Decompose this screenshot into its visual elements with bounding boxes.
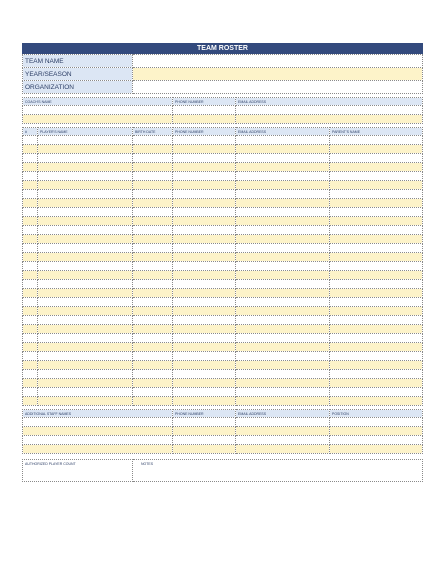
player-number-cell[interactable] <box>23 370 38 379</box>
parent-name-cell[interactable] <box>330 154 423 163</box>
player-number-cell[interactable] <box>23 316 38 325</box>
player-phone-cell[interactable] <box>173 226 236 235</box>
notes-field[interactable] <box>133 460 423 482</box>
player-name-header: PLAYER'S NAME <box>38 128 133 136</box>
organization-row <box>23 81 423 94</box>
player-phone-cell[interactable] <box>173 289 236 298</box>
birth-date-cell[interactable] <box>133 289 173 298</box>
player-name-cell[interactable] <box>38 199 133 208</box>
player-email-cell[interactable] <box>236 208 330 217</box>
player-name-cell[interactable] <box>38 298 133 307</box>
birth-date-cell[interactable] <box>133 163 173 172</box>
staff-name-header: ADDITIONAL STAFF NAMES <box>23 410 173 418</box>
birth-date-cell[interactable] <box>133 361 173 370</box>
player-row <box>23 235 423 244</box>
player-name-cell[interactable] <box>38 379 133 388</box>
player-number-cell[interactable] <box>23 253 38 262</box>
player-email-cell[interactable] <box>236 262 330 271</box>
player-number-cell[interactable] <box>23 334 38 343</box>
player-name-cell[interactable] <box>38 316 133 325</box>
birth-date-cell[interactable] <box>133 172 173 181</box>
team-roster-sheet <box>22 43 423 482</box>
player-number-cell[interactable] <box>23 352 38 361</box>
player-email-cell[interactable] <box>236 352 330 361</box>
birth-date-cell[interactable] <box>133 154 173 163</box>
player-row <box>23 316 423 325</box>
coach-phone-cell[interactable] <box>173 106 236 115</box>
player-phone-cell[interactable] <box>173 253 236 262</box>
player-email-cell[interactable] <box>236 334 330 343</box>
player-row <box>23 307 423 316</box>
player-name-cell[interactable] <box>38 172 133 181</box>
player-number-cell[interactable] <box>23 262 38 271</box>
birth-date-cell[interactable] <box>133 136 173 145</box>
player-phone-cell[interactable] <box>173 361 236 370</box>
parent-name-cell[interactable] <box>330 208 423 217</box>
player-phone-cell[interactable] <box>173 145 236 154</box>
player-row <box>23 379 423 388</box>
staff-position-cell[interactable] <box>330 436 423 445</box>
player-email-cell[interactable] <box>236 235 330 244</box>
parent-name-cell[interactable] <box>330 388 423 397</box>
player-row <box>23 334 423 343</box>
player-email-cell[interactable] <box>236 316 330 325</box>
parent-name-cell[interactable] <box>330 289 423 298</box>
staff-position-header: POSITION <box>330 410 423 418</box>
staff-row <box>23 445 423 454</box>
player-phone-cell[interactable] <box>173 136 236 145</box>
player-phone-cell[interactable] <box>173 334 236 343</box>
staff-email-cell[interactable] <box>236 418 330 427</box>
player-name-cell[interactable] <box>38 280 133 289</box>
parent-name-cell[interactable] <box>330 280 423 289</box>
player-email-cell[interactable] <box>236 397 330 406</box>
player-name-cell[interactable] <box>38 271 133 280</box>
staff-name-cell[interactable] <box>23 436 173 445</box>
coach-phone-header: PHONE NUMBER <box>173 98 236 106</box>
player-phone-cell[interactable] <box>173 352 236 361</box>
player-name-cell[interactable] <box>38 289 133 298</box>
parent-name-cell[interactable] <box>330 271 423 280</box>
player-number-cell[interactable] <box>23 226 38 235</box>
parent-name-cell[interactable] <box>330 298 423 307</box>
player-email-cell[interactable] <box>236 388 330 397</box>
player-number-cell[interactable] <box>23 244 38 253</box>
player-phone-cell[interactable] <box>173 388 236 397</box>
birth-date-cell[interactable] <box>133 325 173 334</box>
player-number-cell[interactable] <box>23 235 38 244</box>
player-number-cell[interactable] <box>23 136 38 145</box>
player-email-cell[interactable] <box>236 163 330 172</box>
player-email-cell[interactable] <box>236 343 330 352</box>
parent-name-header: PARENT'S NAME <box>330 128 423 136</box>
coach-row <box>23 115 423 124</box>
organization-field[interactable] <box>133 81 423 94</box>
birth-date-cell[interactable] <box>133 145 173 154</box>
birth-date-cell[interactable] <box>133 307 173 316</box>
player-name-cell[interactable] <box>38 253 133 262</box>
player-phone-cell[interactable] <box>173 316 236 325</box>
player-number-cell[interactable] <box>23 388 38 397</box>
player-phone-header: PHONE NUMBER <box>173 128 236 136</box>
birth-date-cell[interactable] <box>133 253 173 262</box>
player-email-cell[interactable] <box>236 199 330 208</box>
birth-date-cell[interactable] <box>133 316 173 325</box>
bottom-row <box>23 460 423 482</box>
parent-name-cell[interactable] <box>330 361 423 370</box>
player-name-cell[interactable] <box>38 154 133 163</box>
player-phone-cell[interactable] <box>173 307 236 316</box>
year-season-row <box>23 68 423 81</box>
player-name-cell[interactable] <box>38 262 133 271</box>
player-email-cell[interactable] <box>236 145 330 154</box>
player-phone-cell[interactable] <box>173 190 236 199</box>
player-email-cell[interactable] <box>236 136 330 145</box>
player-email-cell[interactable] <box>236 370 330 379</box>
player-name-cell[interactable] <box>38 334 133 343</box>
player-name-cell[interactable] <box>38 361 133 370</box>
player-phone-cell[interactable] <box>173 235 236 244</box>
player-phone-cell[interactable] <box>173 163 236 172</box>
player-rows <box>23 136 423 406</box>
player-email-cell[interactable] <box>236 280 330 289</box>
player-name-cell[interactable] <box>38 325 133 334</box>
player-row <box>23 199 423 208</box>
staff-name-cell[interactable] <box>23 427 173 436</box>
staff-row <box>23 427 423 436</box>
staff-email-cell[interactable] <box>236 445 330 454</box>
staff-email-header: EMAIL ADDRESS <box>236 410 330 418</box>
player-row <box>23 172 423 181</box>
staff-phone-cell[interactable] <box>173 427 236 436</box>
player-number-cell[interactable] <box>23 163 38 172</box>
player-email-cell[interactable] <box>236 154 330 163</box>
parent-name-cell[interactable] <box>330 262 423 271</box>
player-name-cell[interactable] <box>38 370 133 379</box>
player-number-cell[interactable] <box>23 217 38 226</box>
birth-date-cell[interactable] <box>133 397 173 406</box>
coaches-header-row <box>23 98 423 106</box>
parent-name-cell[interactable] <box>330 217 423 226</box>
player-row <box>23 253 423 262</box>
player-number-cell[interactable] <box>23 190 38 199</box>
parent-name-cell[interactable] <box>330 199 423 208</box>
player-name-cell[interactable] <box>38 181 133 190</box>
player-phone-cell[interactable] <box>173 397 236 406</box>
coach-email-header: EMAIL ADDRESS <box>236 98 423 106</box>
player-row <box>23 181 423 190</box>
staff-email-cell[interactable] <box>236 436 330 445</box>
player-row <box>23 226 423 235</box>
player-name-cell[interactable] <box>38 343 133 352</box>
player-number-cell[interactable] <box>23 397 38 406</box>
player-email-cell[interactable] <box>236 172 330 181</box>
coaches-table <box>22 97 423 124</box>
player-row <box>23 343 423 352</box>
team-info-table <box>22 54 423 94</box>
coach-name-cell[interactable] <box>23 115 173 124</box>
player-number-cell[interactable] <box>23 199 38 208</box>
birth-date-cell[interactable] <box>133 181 173 190</box>
player-row <box>23 397 423 406</box>
birth-date-cell[interactable] <box>133 271 173 280</box>
parent-name-cell[interactable] <box>330 235 423 244</box>
birth-date-cell[interactable] <box>133 370 173 379</box>
player-email-cell[interactable] <box>236 379 330 388</box>
player-phone-cell[interactable] <box>173 262 236 271</box>
player-row <box>23 289 423 298</box>
parent-name-cell[interactable] <box>330 334 423 343</box>
player-row <box>23 352 423 361</box>
player-name-cell[interactable] <box>38 397 133 406</box>
player-row <box>23 298 423 307</box>
number-header: # <box>23 128 38 136</box>
player-email-cell[interactable] <box>236 190 330 199</box>
player-number-cell[interactable] <box>23 343 38 352</box>
birth-date-cell[interactable] <box>133 208 173 217</box>
player-row <box>23 163 423 172</box>
player-phone-cell[interactable] <box>173 199 236 208</box>
player-number-cell[interactable] <box>23 271 38 280</box>
player-email-header: EMAIL ADDRESS <box>236 128 330 136</box>
coach-email-cell[interactable] <box>236 115 423 124</box>
player-name-cell[interactable] <box>38 235 133 244</box>
player-row <box>23 325 423 334</box>
birth-date-cell[interactable] <box>133 334 173 343</box>
player-email-cell[interactable] <box>236 325 330 334</box>
player-email-cell[interactable] <box>236 253 330 262</box>
birth-date-cell[interactable] <box>133 190 173 199</box>
player-row <box>23 154 423 163</box>
parent-name-cell[interactable] <box>330 307 423 316</box>
player-name-cell[interactable] <box>38 163 133 172</box>
team-name-row <box>23 55 423 68</box>
parent-name-cell[interactable] <box>330 145 423 154</box>
birth-date-cell[interactable] <box>133 352 173 361</box>
parent-name-cell[interactable] <box>330 190 423 199</box>
parent-name-cell[interactable] <box>330 397 423 406</box>
birth-date-cell[interactable] <box>133 235 173 244</box>
staff-header-row <box>23 410 423 418</box>
player-email-cell[interactable] <box>236 226 330 235</box>
player-row <box>23 190 423 199</box>
player-name-cell[interactable] <box>38 244 133 253</box>
player-number-cell[interactable] <box>23 145 38 154</box>
player-phone-cell[interactable] <box>173 280 236 289</box>
team-name-label: TEAM NAME <box>23 55 133 68</box>
parent-name-cell[interactable] <box>330 379 423 388</box>
staff-email-cell[interactable] <box>236 427 330 436</box>
player-phone-cell[interactable] <box>173 343 236 352</box>
player-email-cell[interactable] <box>236 181 330 190</box>
staff-position-cell[interactable] <box>330 418 423 427</box>
player-name-cell[interactable] <box>38 190 133 199</box>
player-number-cell[interactable] <box>23 172 38 181</box>
coach-name-header: COACH'S NAME <box>23 98 173 106</box>
staff-position-cell[interactable] <box>330 427 423 436</box>
birth-date-cell[interactable] <box>133 199 173 208</box>
year-season-field[interactable] <box>133 68 423 81</box>
player-email-cell[interactable] <box>236 361 330 370</box>
player-phone-cell[interactable] <box>173 370 236 379</box>
player-row <box>23 208 423 217</box>
player-phone-cell[interactable] <box>173 181 236 190</box>
player-name-cell[interactable] <box>38 307 133 316</box>
staff-phone-cell[interactable] <box>173 418 236 427</box>
player-row <box>23 370 423 379</box>
player-email-cell[interactable] <box>236 289 330 298</box>
player-name-cell[interactable] <box>38 352 133 361</box>
player-number-cell[interactable] <box>23 208 38 217</box>
player-email-cell[interactable] <box>236 217 330 226</box>
player-name-cell[interactable] <box>38 145 133 154</box>
players-table <box>22 127 423 406</box>
birth-date-cell[interactable] <box>133 244 173 253</box>
staff-name-cell[interactable] <box>23 418 173 427</box>
player-email-cell[interactable] <box>236 271 330 280</box>
player-phone-cell[interactable] <box>173 325 236 334</box>
parent-name-cell[interactable] <box>330 316 423 325</box>
coach-row <box>23 106 423 115</box>
birth-date-cell[interactable] <box>133 262 173 271</box>
player-phone-cell[interactable] <box>173 379 236 388</box>
staff-row <box>23 418 423 427</box>
staff-name-cell[interactable] <box>23 445 173 454</box>
birth-date-cell[interactable] <box>133 388 173 397</box>
player-email-cell[interactable] <box>236 244 330 253</box>
player-name-cell[interactable] <box>38 226 133 235</box>
staff-position-cell[interactable] <box>330 445 423 454</box>
parent-name-cell[interactable] <box>330 172 423 181</box>
authorized-player-count-label[interactable] <box>23 460 133 482</box>
player-phone-cell[interactable] <box>173 208 236 217</box>
player-row <box>23 271 423 280</box>
player-number-cell[interactable] <box>23 325 38 334</box>
player-email-cell[interactable] <box>236 298 330 307</box>
year-season-label: YEAR/SEASON <box>23 68 133 81</box>
staff-row <box>23 436 423 445</box>
birth-date-cell[interactable] <box>133 379 173 388</box>
player-phone-cell[interactable] <box>173 154 236 163</box>
player-phone-cell[interactable] <box>173 298 236 307</box>
staff-table <box>22 409 423 454</box>
parent-name-cell[interactable] <box>330 370 423 379</box>
player-number-cell[interactable] <box>23 307 38 316</box>
parent-name-cell[interactable] <box>330 343 423 352</box>
player-number-cell[interactable] <box>23 298 38 307</box>
staff-phone-header: PHONE NUMBER <box>173 410 236 418</box>
parent-name-cell[interactable] <box>330 181 423 190</box>
player-row <box>23 361 423 370</box>
player-number-cell[interactable] <box>23 181 38 190</box>
parent-name-cell[interactable] <box>330 163 423 172</box>
player-name-cell[interactable] <box>38 388 133 397</box>
player-row <box>23 244 423 253</box>
player-number-cell[interactable] <box>23 379 38 388</box>
birth-date-cell[interactable] <box>133 226 173 235</box>
bottom-table <box>22 459 423 482</box>
team-name-field[interactable] <box>133 55 423 68</box>
birth-date-cell[interactable] <box>133 298 173 307</box>
player-number-cell[interactable] <box>23 280 38 289</box>
notes-label: NOTES <box>141 462 154 466</box>
player-name-cell[interactable] <box>38 136 133 145</box>
player-email-cell[interactable] <box>236 307 330 316</box>
authorized-player-count-text: AUTHORIZED PLAYER COUNT <box>25 462 76 466</box>
coach-name-cell[interactable] <box>23 106 173 115</box>
player-row <box>23 145 423 154</box>
parent-name-cell[interactable] <box>330 325 423 334</box>
coach-email-cell[interactable] <box>236 106 423 115</box>
player-row <box>23 280 423 289</box>
player-number-cell[interactable] <box>23 361 38 370</box>
player-row <box>23 388 423 397</box>
staff-phone-cell[interactable] <box>173 445 236 454</box>
birth-date-cell[interactable] <box>133 343 173 352</box>
parent-name-cell[interactable] <box>330 253 423 262</box>
player-phone-cell[interactable] <box>173 244 236 253</box>
player-phone-cell[interactable] <box>173 271 236 280</box>
player-row <box>23 136 423 145</box>
organization-label: ORGANIZATION <box>23 81 133 94</box>
roster-title: TEAM ROSTER <box>22 43 423 54</box>
player-name-cell[interactable] <box>38 208 133 217</box>
parent-name-cell[interactable] <box>330 244 423 253</box>
player-number-cell[interactable] <box>23 154 38 163</box>
staff-phone-cell[interactable] <box>173 436 236 445</box>
player-phone-cell[interactable] <box>173 217 236 226</box>
player-row <box>23 217 423 226</box>
player-phone-cell[interactable] <box>173 172 236 181</box>
birth-date-cell[interactable] <box>133 280 173 289</box>
birth-date-cell[interactable] <box>133 217 173 226</box>
player-number-cell[interactable] <box>23 289 38 298</box>
parent-name-cell[interactable] <box>330 352 423 361</box>
birth-date-header: BIRTH DATE <box>133 128 173 136</box>
player-name-cell[interactable] <box>38 217 133 226</box>
player-row <box>23 262 423 271</box>
players-header-row <box>23 128 423 136</box>
parent-name-cell[interactable] <box>330 136 423 145</box>
parent-name-cell[interactable] <box>330 226 423 235</box>
coach-phone-cell[interactable] <box>173 115 236 124</box>
